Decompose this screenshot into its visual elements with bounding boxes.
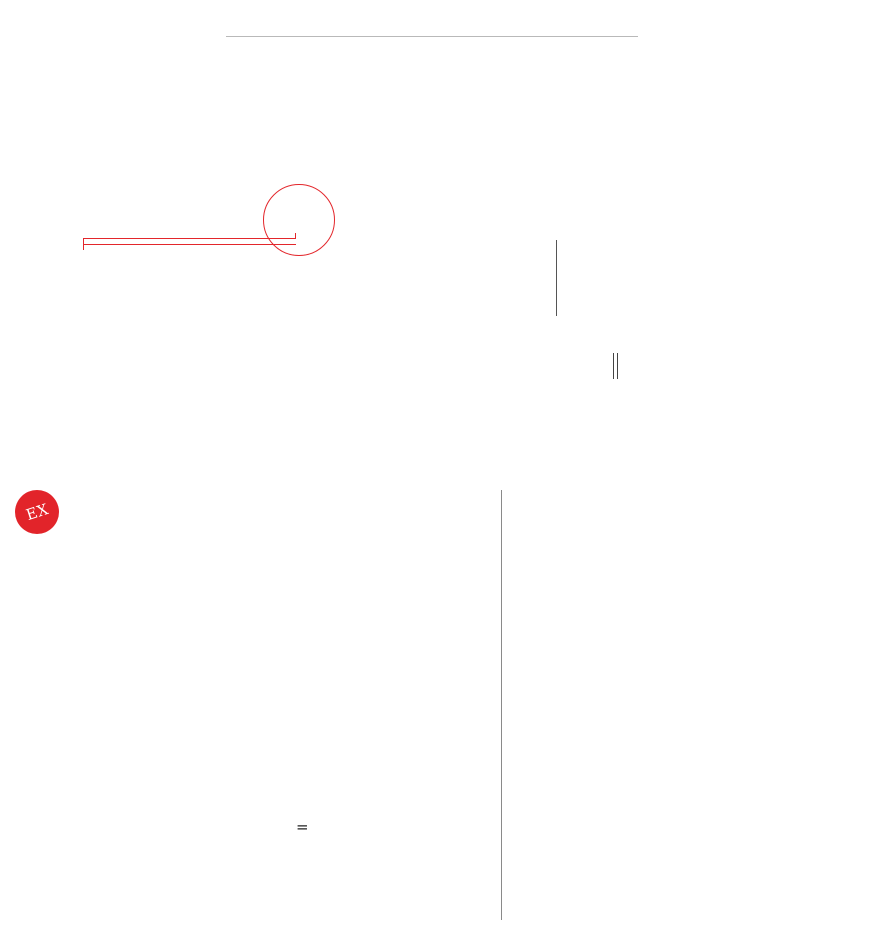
callout-circle xyxy=(263,184,335,256)
example-badge xyxy=(15,490,59,534)
double-bar-mark xyxy=(613,353,618,379)
example-badge-label: EX xyxy=(23,499,51,525)
callout-leader-line xyxy=(83,238,296,239)
vertical-rule xyxy=(556,240,557,316)
callout-leader-horizontal xyxy=(83,244,296,245)
column-divider xyxy=(501,490,502,920)
callout-leader-right-tick xyxy=(295,233,296,239)
equals-sign: = xyxy=(296,818,309,836)
top-rule xyxy=(226,36,638,37)
